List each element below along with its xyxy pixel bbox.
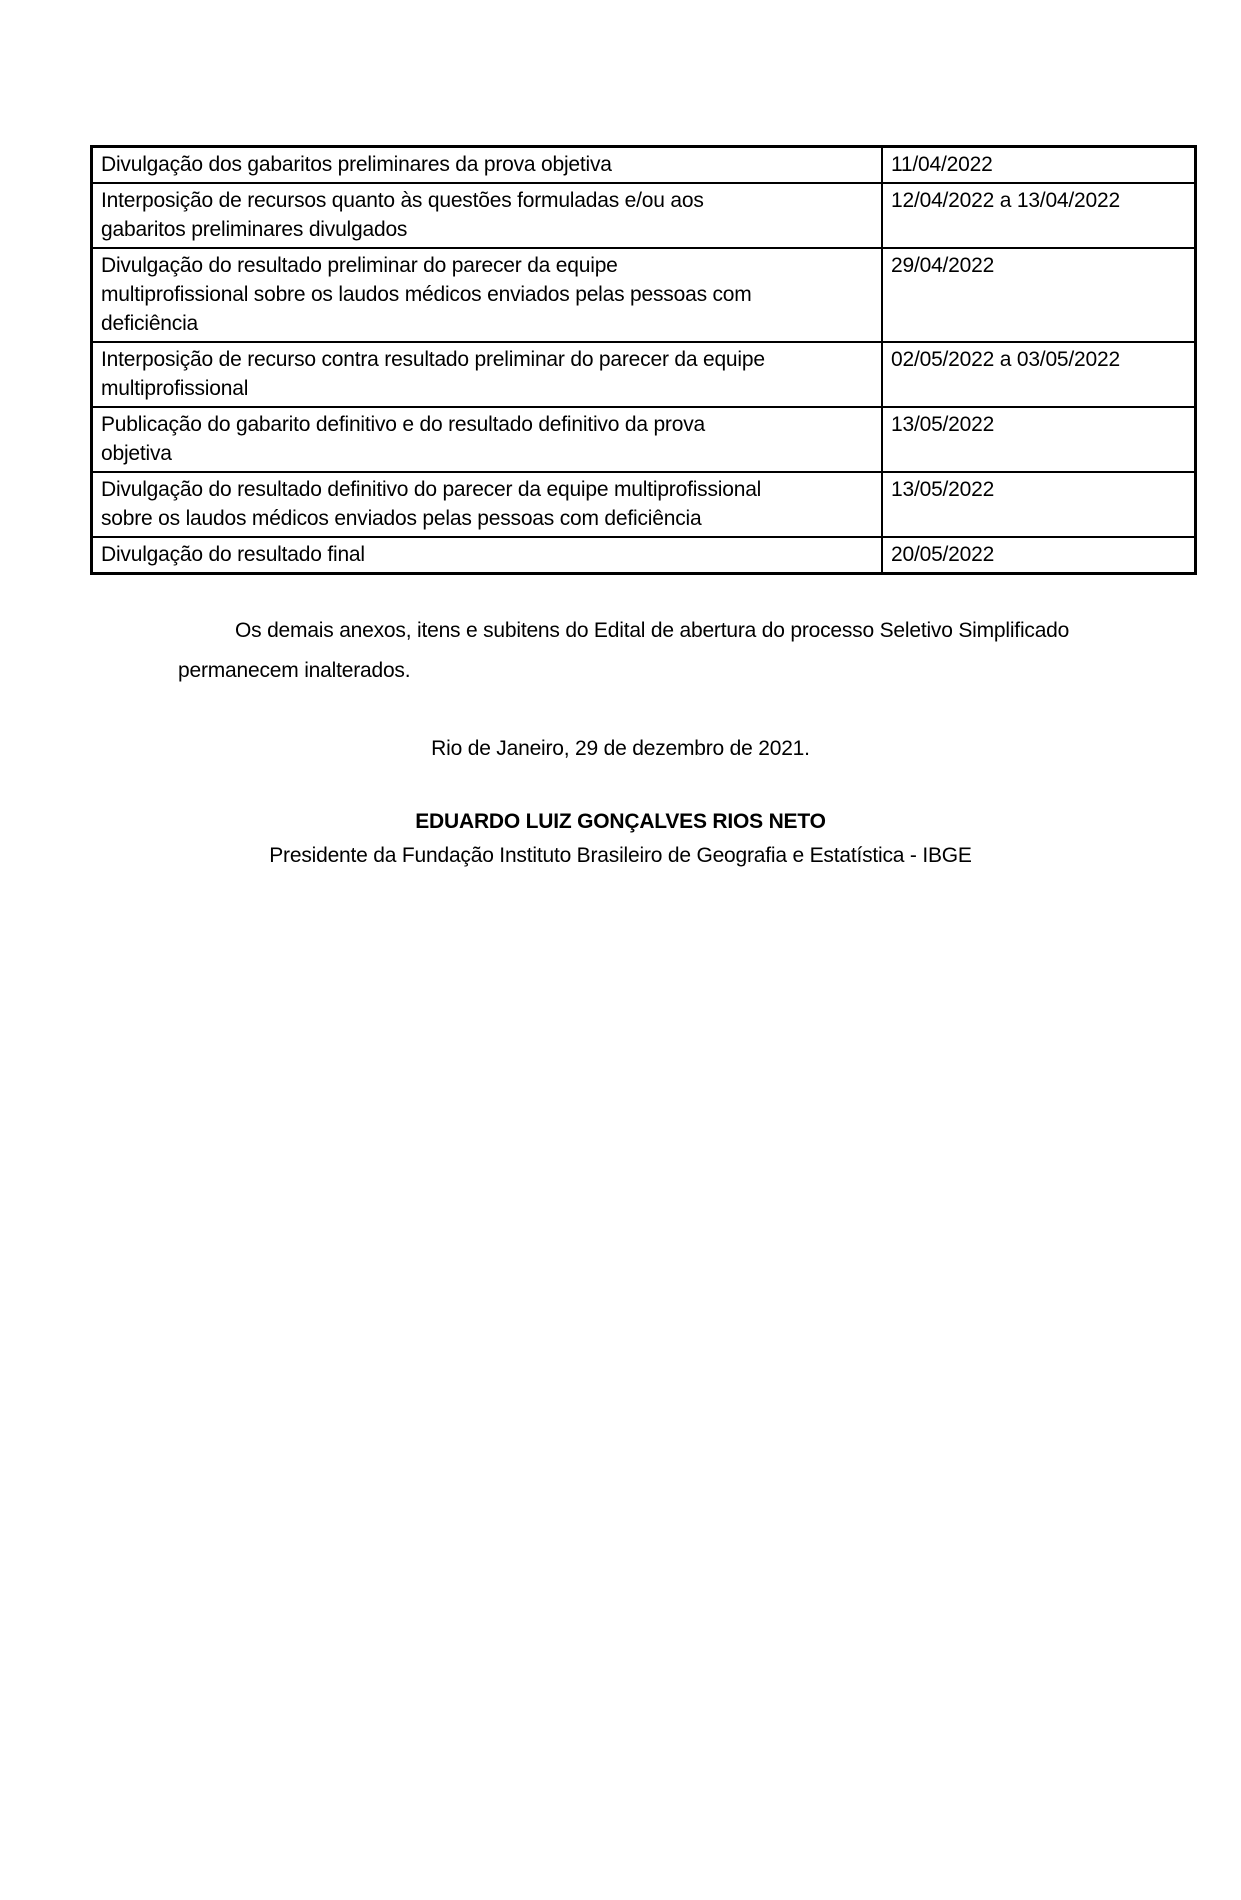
cell-line: Publicação do gabarito definitivo e do resultado definitivo da prova — [101, 413, 705, 436]
schedule-table — [90, 145, 1197, 575]
date-cell: 02/05/2022 a 03/05/2022 — [882, 342, 1196, 407]
cell-line: Divulgação dos gabaritos preliminares da prova objetiva — [101, 153, 612, 176]
date-cell: 13/05/2022 — [882, 472, 1196, 537]
cell-line: multiprofissional sobre os laudos médicos enviados pelas pessoas com — [101, 283, 752, 306]
cell-line: Divulgação do resultado preliminar do parecer da equipe — [101, 254, 618, 277]
paragraph-line: Os demais anexos, itens e subitens do Edital de abertura do processo Seletivo Simplificado — [235, 619, 1070, 642]
cell-line: objetiva — [101, 442, 172, 465]
schedule-table-body — [92, 147, 1196, 574]
cell-line: Interposição de recurso contra resultado preliminar do parecer da equipe — [101, 348, 765, 371]
table-row — [92, 147, 1196, 184]
signature-block — [0, 805, 1241, 873]
cell-line: Divulgação do resultado definitivo do parecer da equipe multiprofissional — [101, 478, 762, 501]
table-row — [92, 537, 1196, 574]
place-date-line: Rio de Janeiro, 29 de dezembro de 2021. — [431, 737, 810, 760]
table-row — [92, 183, 1196, 248]
cell-line: gabaritos preliminares divulgados — [101, 218, 408, 241]
activity-cell — [92, 472, 883, 537]
activity-cell — [92, 183, 883, 248]
date-cell: 12/04/2022 a 13/04/2022 — [882, 183, 1196, 248]
paragraph-line: permanecem inalterados. — [178, 659, 411, 682]
activity-cell — [92, 147, 883, 184]
cell-line: Divulgação do resultado final — [101, 543, 365, 566]
table-row — [92, 407, 1196, 472]
date-cell: 11/04/2022 — [882, 147, 1196, 184]
activity-cell — [92, 342, 883, 407]
cell-line: multiprofissional — [101, 377, 249, 400]
signer-title: Presidente da Fundação Instituto Brasileiro de Geografia e Estatística - IBGE — [269, 844, 972, 867]
table-row — [92, 342, 1196, 407]
closing-paragraph — [178, 611, 1121, 691]
cell-line: deficiência — [101, 312, 199, 335]
activity-cell — [92, 248, 883, 342]
signer-name: EDUARDO LUIZ GONÇALVES RIOS NETO — [415, 810, 826, 833]
table-row — [92, 472, 1196, 537]
table-row — [92, 248, 1196, 342]
date-cell: 29/04/2022 — [882, 248, 1196, 342]
date-cell: 13/05/2022 — [882, 407, 1196, 472]
cell-line: Interposição de recursos quanto às questões formuladas e/ou aos — [101, 189, 704, 212]
date-cell: 20/05/2022 — [882, 537, 1196, 574]
activity-cell — [92, 407, 883, 472]
cell-line: sobre os laudos médicos enviados pelas pessoas com deficiência — [101, 507, 702, 530]
activity-cell — [92, 537, 883, 574]
document-page — [0, 145, 1241, 1900]
